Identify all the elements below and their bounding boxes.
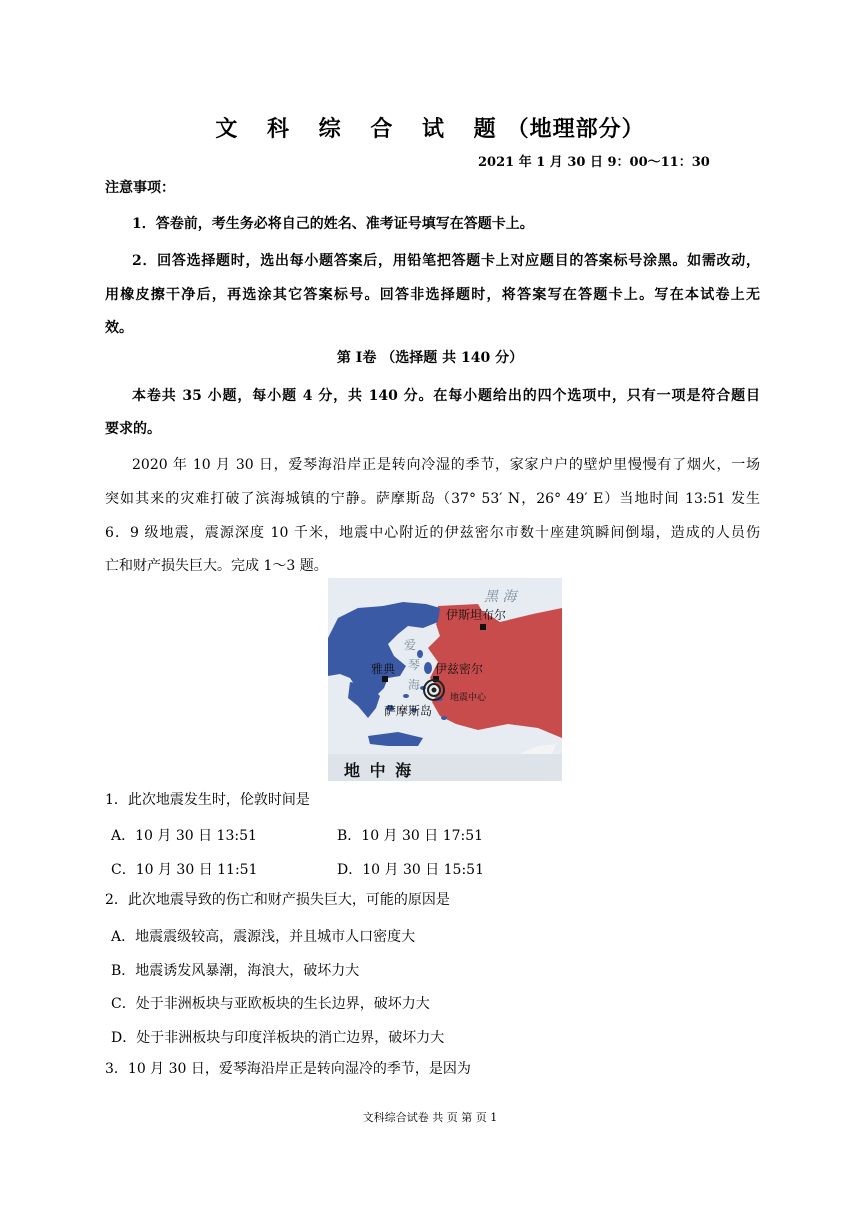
notice-item-2-line-2: 用橡皮擦干净后，再选涂其它答案标号。回答非选择题时，将答案写在答题卡上。写在本试卷上无 bbox=[105, 287, 760, 303]
notice-item-2-line-1: 2．回答选择题时，选出每小题答案后，用铅笔把答题卡上对应题目的答案标号涂黑。如需改动， bbox=[132, 253, 760, 269]
aegean-map-svg bbox=[328, 578, 562, 781]
notice-item-1: 1．答卷前，考生务必将自己的姓名、准考证号填写在答题卡上。 bbox=[132, 216, 534, 232]
label-samos: 萨摩斯岛 bbox=[384, 704, 433, 718]
question-1-option-b: B．10 月 30 日 17:51 bbox=[337, 828, 484, 844]
label-aegean-1: 爱 bbox=[404, 638, 417, 652]
passage-line-4: 亡和财产损失巨大。完成 1～3 题。 bbox=[105, 558, 328, 574]
question-1-option-a: A．10 月 30 日 13:51 bbox=[111, 828, 257, 844]
label-black-sea: 黑 海 bbox=[484, 589, 517, 605]
question-2-option-d: D．处于非洲板块与印度洋板块的消亡边界，破坏力大 bbox=[111, 1030, 445, 1046]
section-intro-line-2: 要求的。 bbox=[105, 421, 161, 437]
exam-date: 2021 年 1 月 30 日 9：00～11：30 bbox=[478, 155, 710, 170]
label-izmir: 伊兹密尔 bbox=[435, 662, 484, 676]
question-2-option-b: B．地震诱发风暴潮，海浪大，破坏力大 bbox=[111, 963, 360, 979]
question-3-stem: 3．10 月 30 日，爱琴海沿岸正是转向湿冷的季节，是因为 bbox=[105, 1061, 471, 1077]
label-aegean-3: 海 bbox=[408, 678, 421, 692]
passage-line-1: 2020 年 10 月 30 日，爱琴海沿岸正是转向冷湿的季节，家家户户的壁炉里慢慢有了烟火，一场 bbox=[132, 457, 760, 473]
aegean-map bbox=[328, 578, 562, 781]
section-title: 第 Ⅰ卷 （选择题 共 140 分） bbox=[336, 350, 524, 366]
label-athens: 雅典 bbox=[371, 662, 396, 676]
question-2-option-c: C．处于非洲板块与亚欧板块的生长边界，破坏力大 bbox=[111, 996, 430, 1012]
label-istanbul: 伊斯坦布尔 bbox=[446, 608, 507, 622]
label-epicenter: 地震中心 bbox=[450, 693, 487, 703]
question-1-stem: 1．此次地震发生时，伦敦时间是 bbox=[105, 792, 310, 808]
passage-line-3: 6．9 级地震，震源深度 10 千米，地震中心附近的伊兹密尔市数十座建筑瞬间倒塌，造成的人员伤 bbox=[105, 525, 760, 541]
question-1-option-d: D．10 月 30 日 15:51 bbox=[337, 862, 484, 878]
title-main: 文 科 综 合 试 题 bbox=[215, 116, 507, 142]
page-footer: 文科综合试卷 共 页 第 页 1 bbox=[362, 1111, 498, 1124]
question-1-option-c: C．10 月 30 日 11:51 bbox=[111, 862, 258, 878]
page-title bbox=[0, 112, 860, 143]
question-2-stem: 2．此次地震导致的伤亡和财产损失巨大，可能的原因是 bbox=[105, 892, 450, 908]
island bbox=[441, 716, 447, 720]
question-2-option-a: A．地震震级较高，震源浅，并且城市人口密度大 bbox=[111, 929, 416, 945]
label-mediterranean: 地 中 海 bbox=[344, 761, 414, 780]
title-sub: （地理部分） bbox=[506, 116, 645, 142]
notice-item-2-line-3: 效。 bbox=[105, 320, 133, 336]
epicenter-dot bbox=[432, 688, 437, 693]
island bbox=[403, 694, 409, 698]
island bbox=[424, 662, 432, 674]
passage-line-2: 突如其来的灾难打破了滨海城镇的宁静。萨摩斯岛（37° 53′ N，26° 49′ E）当地时间 13:51 发生 bbox=[105, 491, 760, 507]
label-aegean-2: 琴 bbox=[408, 658, 421, 672]
section-intro-line-1: 本卷共 35 小题，每小题 4 分，共 140 分。在每小题给出的四个选项中，只有一项是符合题目 bbox=[132, 388, 760, 404]
istanbul-marker bbox=[480, 624, 486, 630]
notice-heading: 注意事项： bbox=[105, 180, 175, 196]
